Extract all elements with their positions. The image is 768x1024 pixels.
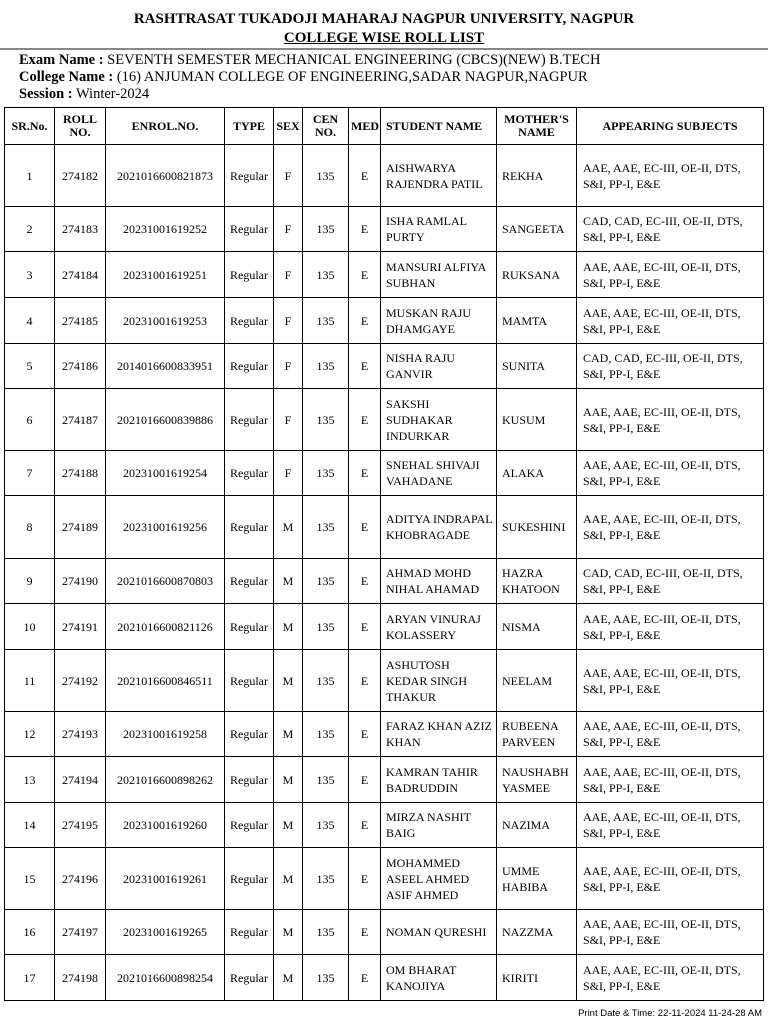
session-label: Session : — [19, 86, 73, 102]
cell-sex: M — [274, 496, 303, 559]
table-row — [5, 757, 764, 803]
cell-type: Regular — [225, 496, 274, 559]
cell-roll: 274194 — [55, 757, 106, 803]
table-row — [5, 344, 764, 389]
table-row — [5, 712, 764, 757]
cell-subjects: AAE, AAE, EC-III, OE-II, DTS, S&I, PP-I, E&E — [577, 298, 764, 344]
col-header-roll-no: ROLL NO. — [55, 108, 106, 145]
cell-med: E — [349, 389, 381, 451]
cell-sr: 8 — [5, 496, 55, 559]
table-row — [5, 955, 764, 1001]
cell-enrol: 20231001619254 — [106, 451, 225, 496]
cell-mother: SANGEETA — [497, 207, 577, 252]
college-name-label: College Name : — [19, 69, 114, 85]
cell-med: E — [349, 757, 381, 803]
cell-cen: 135 — [303, 757, 349, 803]
table-row — [5, 650, 764, 712]
col-header-mothers-name: MOTHER'S NAME — [497, 108, 577, 145]
cell-roll: 274188 — [55, 451, 106, 496]
cell-name: KAMRAN TAHIR BADRUDDIN — [381, 757, 497, 803]
cell-sex: M — [274, 559, 303, 604]
cell-cen: 135 — [303, 604, 349, 650]
cell-type: Regular — [225, 650, 274, 712]
cell-enrol: 2014016600833951 — [106, 344, 225, 389]
cell-med: E — [349, 298, 381, 344]
cell-roll: 274197 — [55, 910, 106, 955]
cell-mother: MAMTA — [497, 298, 577, 344]
cell-cen: 135 — [303, 451, 349, 496]
cell-sr: 6 — [5, 389, 55, 451]
cell-cen: 135 — [303, 207, 349, 252]
cell-sex: F — [274, 389, 303, 451]
table-row — [5, 451, 764, 496]
cell-roll: 274190 — [55, 559, 106, 604]
session-line — [19, 86, 149, 103]
cell-enrol: 20231001619261 — [106, 848, 225, 910]
cell-name: NISHA RAJU GANVIR — [381, 344, 497, 389]
cell-mother: NAUSHABH YASMEE — [497, 757, 577, 803]
cell-med: E — [349, 344, 381, 389]
cell-sex: F — [274, 252, 303, 298]
cell-enrol: 2021016600898262 — [106, 757, 225, 803]
cell-cen: 135 — [303, 389, 349, 451]
cell-med: E — [349, 496, 381, 559]
cell-enrol: 2021016600821126 — [106, 604, 225, 650]
cell-enrol: 20231001619260 — [106, 803, 225, 848]
col-header-cen-no: CEN NO. — [303, 108, 349, 145]
cell-name: AISHWARYA RAJENDRA PATIL — [381, 145, 497, 207]
table-row — [5, 496, 764, 559]
exam-name-line — [19, 52, 600, 69]
cell-name: ARYAN VINURAJ KOLASSERY — [381, 604, 497, 650]
cell-roll: 274184 — [55, 252, 106, 298]
cell-sr: 2 — [5, 207, 55, 252]
cell-med: E — [349, 207, 381, 252]
cell-med: E — [349, 559, 381, 604]
cell-cen: 135 — [303, 803, 349, 848]
cell-med: E — [349, 604, 381, 650]
cell-cen: 135 — [303, 650, 349, 712]
cell-enrol: 2021016600821873 — [106, 145, 225, 207]
cell-mother: NEELAM — [497, 650, 577, 712]
cell-subjects: AAE, AAE, EC-III, OE-II, DTS, S&I, PP-I, E&E — [577, 757, 764, 803]
cell-type: Regular — [225, 803, 274, 848]
cell-sr: 15 — [5, 848, 55, 910]
cell-type: Regular — [225, 604, 274, 650]
cell-name: ASHUTOSH KEDAR SINGH THAKUR — [381, 650, 497, 712]
cell-roll: 274186 — [55, 344, 106, 389]
cell-sex: F — [274, 207, 303, 252]
cell-mother: HAZRA KHATOON — [497, 559, 577, 604]
cell-roll: 274189 — [55, 496, 106, 559]
cell-roll: 274183 — [55, 207, 106, 252]
cell-med: E — [349, 803, 381, 848]
cell-type: Regular — [225, 848, 274, 910]
cell-type: Regular — [225, 252, 274, 298]
cell-type: Regular — [225, 298, 274, 344]
cell-sr: 10 — [5, 604, 55, 650]
cell-cen: 135 — [303, 344, 349, 389]
cell-subjects: AAE, AAE, EC-III, OE-II, DTS, S&I, PP-I, E&E — [577, 848, 764, 910]
cell-cen: 135 — [303, 496, 349, 559]
session-value: Winter-2024 — [72, 86, 150, 102]
cell-type: Regular — [225, 344, 274, 389]
cell-subjects: AAE, AAE, EC-III, OE-II, DTS, S&I, PP-I, E&E — [577, 803, 764, 848]
cell-enrol: 20231001619256 — [106, 496, 225, 559]
cell-med: E — [349, 145, 381, 207]
cell-mother: KIRITI — [497, 955, 577, 1001]
table-row — [5, 389, 764, 451]
header-divider — [0, 48, 768, 50]
cell-mother: NAZIMA — [497, 803, 577, 848]
cell-sex: M — [274, 604, 303, 650]
col-header-enrol-no: ENROL.NO. — [106, 108, 225, 145]
cell-sr: 9 — [5, 559, 55, 604]
cell-name: MIRZA NASHIT BAIG — [381, 803, 497, 848]
college-name-line — [19, 69, 588, 86]
cell-mother: UMME HABIBA — [497, 848, 577, 910]
cell-sex: M — [274, 955, 303, 1001]
col-header-student-name: STUDENT NAME — [381, 108, 497, 145]
table-row — [5, 298, 764, 344]
cell-type: Regular — [225, 389, 274, 451]
cell-cen: 135 — [303, 252, 349, 298]
cell-sex: M — [274, 757, 303, 803]
cell-roll: 274192 — [55, 650, 106, 712]
cell-sex: M — [274, 650, 303, 712]
cell-type: Regular — [225, 207, 274, 252]
cell-name: ADITYA INDRAPAL KHOBRAGADE — [381, 496, 497, 559]
cell-sr: 5 — [5, 344, 55, 389]
cell-name: OM BHARAT KANOJIYA — [381, 955, 497, 1001]
cell-subjects: CAD, CAD, EC-III, OE-II, DTS, S&I, PP-I, E&E — [577, 344, 764, 389]
table-row — [5, 604, 764, 650]
cell-mother: KUSUM — [497, 389, 577, 451]
cell-name: SNEHAL SHIVAJI VAHADANE — [381, 451, 497, 496]
cell-mother: NAZZMA — [497, 910, 577, 955]
col-header-med: MED — [349, 108, 381, 145]
cell-cen: 135 — [303, 298, 349, 344]
cell-sex: M — [274, 712, 303, 757]
cell-name: ISHA RAMLAL PURTY — [381, 207, 497, 252]
cell-med: E — [349, 848, 381, 910]
cell-med: E — [349, 252, 381, 298]
roll-list-title: COLLEGE WISE ROLL LIST — [283, 30, 485, 46]
cell-enrol: 20231001619265 — [106, 910, 225, 955]
cell-enrol: 20231001619252 — [106, 207, 225, 252]
cell-sex: M — [274, 848, 303, 910]
cell-med: E — [349, 712, 381, 757]
table-row — [5, 252, 764, 298]
cell-type: Regular — [225, 712, 274, 757]
cell-mother: SUKESHINI — [497, 496, 577, 559]
table-row — [5, 848, 764, 910]
cell-sex: F — [274, 344, 303, 389]
col-header-appearing-subjects: APPEARING SUBJECTS — [577, 108, 764, 145]
cell-cen: 135 — [303, 848, 349, 910]
col-header-sex: SEX — [274, 108, 303, 145]
university-title: RASHTRASAT TUKADOJI MAHARAJ NAGPUR UNIVERSITY, NAGPUR — [133, 11, 635, 27]
cell-subjects: AAE, AAE, EC-III, OE-II, DTS, S&I, PP-I, E&E — [577, 910, 764, 955]
cell-sr: 12 — [5, 712, 55, 757]
cell-sex: F — [274, 298, 303, 344]
cell-sr: 17 — [5, 955, 55, 1001]
cell-enrol: 2021016600870803 — [106, 559, 225, 604]
cell-cen: 135 — [303, 145, 349, 207]
cell-roll: 274193 — [55, 712, 106, 757]
cell-cen: 135 — [303, 559, 349, 604]
cell-cen: 135 — [303, 712, 349, 757]
cell-sr: 16 — [5, 910, 55, 955]
cell-enrol: 2021016600846511 — [106, 650, 225, 712]
col-header-sr-no: SR.No. — [5, 108, 55, 145]
cell-subjects: CAD, CAD, EC-III, OE-II, DTS, S&I, PP-I, E&E — [577, 207, 764, 252]
col-header-type: TYPE — [225, 108, 274, 145]
cell-type: Regular — [225, 757, 274, 803]
cell-type: Regular — [225, 910, 274, 955]
table-row — [5, 559, 764, 604]
cell-type: Regular — [225, 559, 274, 604]
cell-type: Regular — [225, 955, 274, 1001]
cell-enrol: 2021016600898254 — [106, 955, 225, 1001]
cell-type: Regular — [225, 451, 274, 496]
exam-name-label: Exam Name : — [19, 52, 104, 68]
cell-mother: REKHA — [497, 145, 577, 207]
table-row — [5, 803, 764, 848]
print-date-time: Print Date & Time: 22-11-2024 11-24-28 AM — [578, 1008, 762, 1019]
cell-subjects: AAE, AAE, EC-III, OE-II, DTS, S&I, PP-I, E&E — [577, 389, 764, 451]
cell-enrol: 20231001619258 — [106, 712, 225, 757]
cell-roll: 274191 — [55, 604, 106, 650]
cell-subjects: AAE, AAE, EC-III, OE-II, DTS, S&I, PP-I, E&E — [577, 451, 764, 496]
cell-name: MANSURI ALFIYA SUBHAN — [381, 252, 497, 298]
cell-sr: 14 — [5, 803, 55, 848]
cell-name: AHMAD MOHD NIHAL AHAMAD — [381, 559, 497, 604]
cell-name: FARAZ KHAN AZIZ KHAN — [381, 712, 497, 757]
cell-med: E — [349, 955, 381, 1001]
cell-subjects: AAE, AAE, EC-III, OE-II, DTS, S&I, PP-I, E&E — [577, 604, 764, 650]
cell-subjects: AAE, AAE, EC-III, OE-II, DTS, S&I, PP-I, E&E — [577, 650, 764, 712]
cell-sr: 3 — [5, 252, 55, 298]
cell-cen: 135 — [303, 955, 349, 1001]
cell-sex: F — [274, 451, 303, 496]
cell-med: E — [349, 910, 381, 955]
cell-med: E — [349, 451, 381, 496]
cell-type: Regular — [225, 145, 274, 207]
cell-mother: ALAKA — [497, 451, 577, 496]
cell-mother: NISMA — [497, 604, 577, 650]
cell-enrol: 20231001619251 — [106, 252, 225, 298]
roll-list-table — [4, 107, 764, 1001]
roll-list-body — [5, 145, 764, 1001]
table-row — [5, 207, 764, 252]
cell-sr: 1 — [5, 145, 55, 207]
table-row — [5, 145, 764, 207]
cell-subjects: AAE, AAE, EC-III, OE-II, DTS, S&I, PP-I, E&E — [577, 145, 764, 207]
cell-enrol: 20231001619253 — [106, 298, 225, 344]
cell-roll: 274196 — [55, 848, 106, 910]
cell-sr: 7 — [5, 451, 55, 496]
cell-sr: 4 — [5, 298, 55, 344]
cell-med: E — [349, 650, 381, 712]
cell-cen: 135 — [303, 910, 349, 955]
cell-subjects: AAE, AAE, EC-III, OE-II, DTS, S&I, PP-I, E&E — [577, 955, 764, 1001]
cell-sex: M — [274, 910, 303, 955]
cell-sr: 11 — [5, 650, 55, 712]
college-name-value: (16) ANJUMAN COLLEGE OF ENGINEERING,SADAR NAGPUR,NAGPUR — [113, 69, 588, 85]
cell-mother: RUKSANA — [497, 252, 577, 298]
cell-mother: RUBEENA PARVEEN — [497, 712, 577, 757]
cell-roll: 274185 — [55, 298, 106, 344]
cell-name: MOHAMMED ASEEL AHMED ASIF AHMED — [381, 848, 497, 910]
cell-name: SAKSHI SUDHAKAR INDURKAR — [381, 389, 497, 451]
cell-roll: 274198 — [55, 955, 106, 1001]
cell-roll: 274187 — [55, 389, 106, 451]
cell-sex: F — [274, 145, 303, 207]
table-header-row — [5, 108, 764, 145]
cell-subjects: AAE, AAE, EC-III, OE-II, DTS, S&I, PP-I, E&E — [577, 496, 764, 559]
table-row — [5, 910, 764, 955]
cell-enrol: 2021016600839886 — [106, 389, 225, 451]
cell-name: NOMAN QURESHI — [381, 910, 497, 955]
cell-sex: M — [274, 803, 303, 848]
cell-roll: 274195 — [55, 803, 106, 848]
cell-subjects: CAD, CAD, EC-III, OE-II, DTS, S&I, PP-I, E&E — [577, 559, 764, 604]
cell-name: MUSKAN RAJU DHAMGAYE — [381, 298, 497, 344]
exam-name-value: SEVENTH SEMESTER MECHANICAL ENGINEERING (CBCS)(NEW) B.TECH — [103, 52, 601, 68]
cell-mother: SUNITA — [497, 344, 577, 389]
cell-subjects: AAE, AAE, EC-III, OE-II, DTS, S&I, PP-I, E&E — [577, 252, 764, 298]
cell-roll: 274182 — [55, 145, 106, 207]
cell-subjects: AAE, AAE, EC-III, OE-II, DTS, S&I, PP-I, E&E — [577, 712, 764, 757]
cell-sr: 13 — [5, 757, 55, 803]
